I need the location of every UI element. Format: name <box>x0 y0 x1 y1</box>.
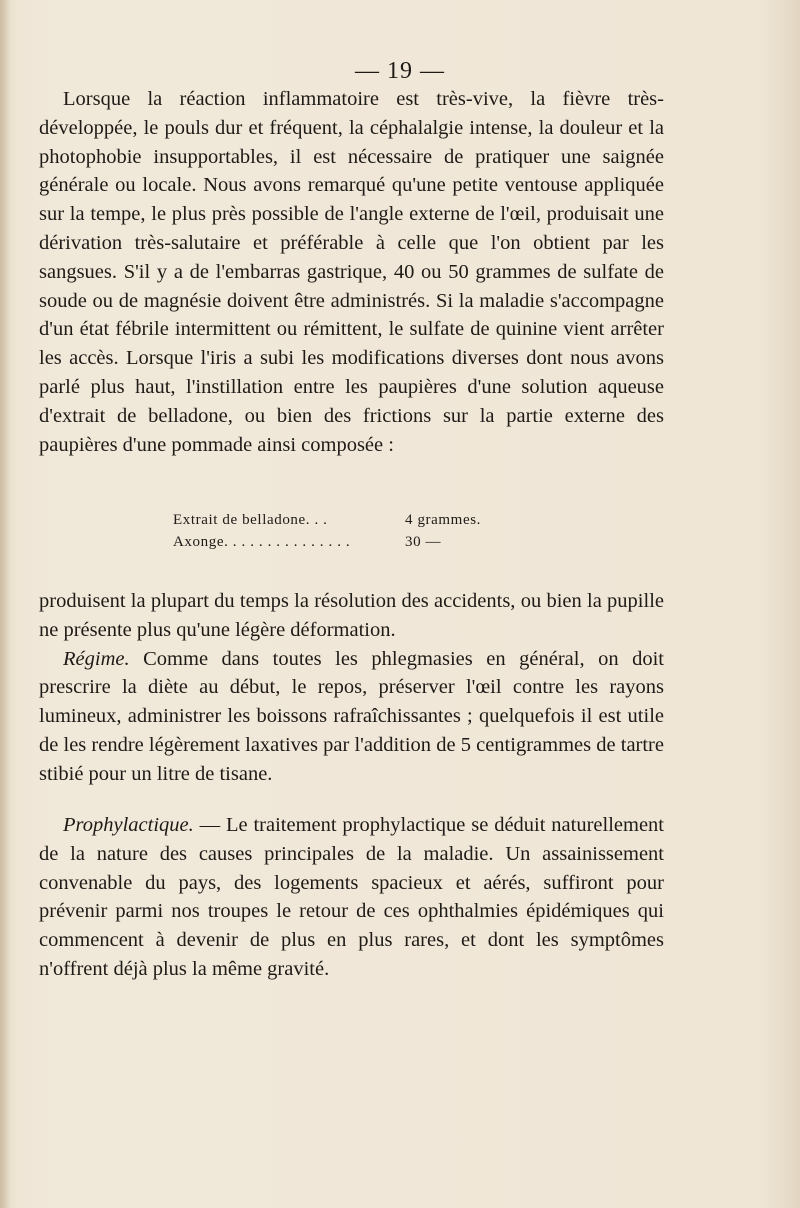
page-edge-shadow <box>0 0 10 1208</box>
recipe-ingredient: Extrait de belladone. . . <box>173 512 328 528</box>
paragraph-treatment <box>39 85 664 459</box>
recipe-ingredient: Axonge. . . . . . . . . . . . . . . <box>173 534 351 550</box>
regime-paragraph <box>39 645 664 789</box>
regime-label: Régime. <box>63 647 130 670</box>
recipe-line-2 <box>173 531 533 553</box>
paragraph-continuation: produisent la plupart du temps la résolution des accidents, ou bien la pupille ne présente plus qu'une légère déformation. <box>39 590 664 641</box>
recipe-dose: 30 — <box>405 534 442 550</box>
regime-text: Comme dans toutes les phlegmasies en général, on doit prescrire la diète au début, le repos, préserver l'œil contre les rayons lumineux, administrer les boissons rafraîchissantes ; quelquefois il est utile de les rendre légèrement laxatives par l'addition de 5 centigrammes de tartre stibié pour un litre de tisane. <box>39 647 664 785</box>
paragraph-text: Lorsque la réaction inflammatoire est très-vive, la fièvre très-développée, le pouls dur et fréquent, la céphalalgie intense, la douleur et la photophobie insupportables, il est nécessaire de pratiquer une saignée générale ou locale. Nous avons remarqué qu'une petite ventouse appliquée sur la tempe, le plus près possible de l'angle externe de l'œil, produisait une dérivation très-salutaire et préférable à celle que l'on obtient par les sangsues. S'il y a de l'embarras gastrique, 40 ou 50 grammes de sulfate de soude ou de magnésie doivent être administrés. Si la maladie s'accompagne d'un état fébrile intermittent ou rémittent, le sulfate de quinine vient arrêter les accès. Lorsque l'iris a subi les modifications diverses dont nous avons parlé plus haut, l'instillation entre les paupières d'une solution aqueuse d'extrait de belladone, ou bien des frictions sur la partie externe des paupières d'une pommade ainsi composée : <box>39 88 664 456</box>
recipe-line-1 <box>173 509 533 531</box>
prophylaxis-paragraph <box>39 811 664 984</box>
prophylaxis-label: Prophylactique. <box>63 814 194 836</box>
paragraph-prophylaxis <box>39 811 664 984</box>
page-number: — 19 — <box>355 58 445 84</box>
paragraph-regime <box>39 587 664 789</box>
recipe-dose: 4 grammes. <box>405 512 481 528</box>
prophylaxis-text: — Le traitement prophylactique se déduit naturellement de la nature des causes principales de la maladie. Un assainissement convenable du pays, des logements spacieux et aérés, suffiront pour prévenir parmi nos troupes le retour de ces ophthalmies épidémiques qui commencent à devenir de plus en plus rares, et dont les symptômes n'offrent déjà plus la même gravité. <box>39 814 664 980</box>
